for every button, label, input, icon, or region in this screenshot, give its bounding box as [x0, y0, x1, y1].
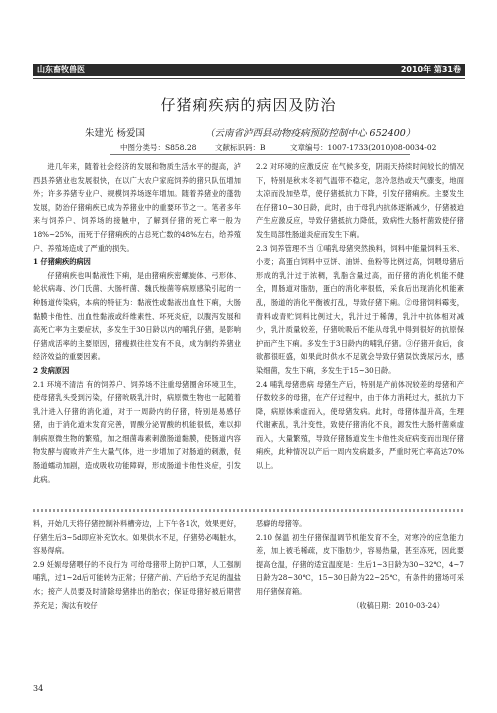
article-title: 仔猪痢疾病的病因及防治: [160, 96, 337, 114]
clc-number: 中图分类号：S858.28: [120, 143, 197, 152]
paragraph: 2 发病原因: [33, 365, 70, 375]
meta-rule: [110, 154, 410, 155]
left-column: [33, 160, 241, 486]
issue-info: 2010年 第31卷: [400, 65, 461, 74]
authors: 朱建光 杨爱国: [85, 128, 146, 139]
page-number: 34: [33, 684, 44, 693]
paragraph: 2.3 饲养管理不当 ①哺乳母猪突然换料，饲料中能量饲料玉米、小麦；高蛋白饲料中豆饼、油饼、鱼粉等比例过高，饲喂母猪后形成的乳汁过于浓稠，乳脂含量过高，而仔猪的消化机能不健全，胃肠道对脂肪，蛋白的消化率很低，采食后出现消化机能紊乱，肠道的消化平衡被打乱，导致仔猪下痢。②母猪饲料霉变，青料或青贮饲料比例过大，乳汁过于稀薄，乳汁中抗体相对减少，乳汁质量较差，仔猪吮吸后不能从母乳中得到很好的抗原保护而产生下痢。多发生于3日龄内的哺乳仔猪。③仔猪开食后，食欲都很旺盛，如果此时供水不足就会导致仔猪误饮粪尿污水，感染细菌，发生下痢，多发生于15~30日龄。: [256, 243, 464, 375]
paragraph: 2.2 对环境的应激反应 在气候多变，阴雨天持续时间较长的情况下，特别是秋末冬初气温带不稳定，忽冷忽热或天气骤变，地面太凉而没加垫草，使仔猪抵抗力下降，引发仔猪痢疾。主要发生在仔猪10~30日龄，此时，由于母乳内抗体逐渐减少，仔猪被迫产生应激反应，导致仔猪抵抗力降低，致病性大肠杆菌致使仔猪发生局部性肠道炎症而发生下痢。: [256, 162, 464, 239]
paragraph: 2.4 哺乳母猪患病 母猪生产后，特别是产前体况较差的母猪和产仔数较多的母猪，在产仔过程中，由于体力消耗过大，抵抗力下降，病原体乘虚而入，使母猪发病。此时，母猪体温升高，生理代谢紊乱，乳汁变性，致使仔猪消化不良，源发性大肠杆菌乘虚而入，大量繁殖，导致仔猪肠道发生卡他性炎症病变而出现仔猪痢疾，此种情况以产后一周内发病最多，严重时死亡率高达70%以上。: [256, 379, 464, 471]
document-code: 文献标识码：B: [215, 143, 266, 152]
affiliation: （云南省泸西县动物疫病预防控制中心 652400）: [205, 128, 416, 139]
paragraph: 1 仔猪痢疾的病因: [33, 257, 91, 267]
paragraph: 恶癖的母猪等。: [256, 519, 307, 528]
journal-name: 山东畜牧兽医: [37, 65, 85, 74]
bottom-right-column: [256, 517, 464, 612]
paragraph: 2.10 保温 初生仔猪保温调节机能发育不全，对寒冷的应急能力差，加上被毛稀疏，皮下脂肪少，容易热量，甚至冻死，因此要提高仓温，仔猪的适宜温度是：生后1~3日龄为30~32℃，4~7日龄为28~30℃，15~30日龄为22~25℃，有条件的猪场可采用仔猪保育箱。: [256, 532, 464, 596]
paragraph: （收稿日期：2010-03-24）: [352, 600, 444, 610]
paragraph: 料，开始几天将仔猪控制补料槽旁边，上下午各1次，效果更好，仔猪生后3~5d即应补充饮水。如果供水不足，仔猪势必喝脏水，容易得病。: [33, 519, 241, 556]
section-divider: [33, 509, 465, 512]
bottom-left-column: [33, 517, 241, 612]
paragraph: 2.1 环境不清洁 有的饲养户、饲养场不注重母猪圈舍环境卫生，使母猪乳头受到污染，仔猪吮吸乳汁时，病原微生物也一起随着乳汁进入仔猪的消化道，对于一周龄内的仔猪，特别是易感仔猪，由于消化道未发育完善，胃酸分泌胃酸的机能很低，难以抑制病原微生物的繁殖，加之细菌毒素刺激肠道黏膜，使肠道内容物发酵与腐败并产生大量气体，进一步增加了对肠道的刺激，促肠道蠕动加剧，造成吸收功能障碍，形成肠道卡他性炎症，引发此病。: [33, 379, 241, 484]
right-column: [256, 160, 464, 473]
paragraph: 仔猪痢疾也叫黏液性下痢，是由猪痢疾密螺旋体、弓形体、轮状病毒、沙门氏菌、大肠杆菌、魏氏梭菌等病原感染引起的一种肠道传染病，本病的特征为：黏液性或黏液出血性下痢，大肠黏膜卡他性、出血性黏液或纤维素性、坏死炎症，以腹泻发展和高死亡率为主要症状，多发生于30日龄以内的哺乳仔猪，是影响仔猪成活率的主要原因，猪瘦损往往发有不良，成为制约养猪业经济效益的重要因素。: [33, 270, 241, 362]
paragraph: 进几年来，随着社会经济的发展和物质生活水平的提高，泸西县养猪业也发展很快，在以广大农户家庭饲养的猪只队伍增加外；许多养猪专业户、规模饲养场逐年增加。随着养猪业的蓬勃发展，防治仔猪痢疾已成为养猪业中的重要环节之一。笔者多年来与饲养户、饲养场的接触中，了解到仔猪的死亡率一般为18%~25%，而死于仔猪痢疾的占总死亡数的48%左右，给养殖户、养殖场造成了严重的损失。: [33, 162, 241, 253]
article-number: 文章编号：1007-1733(2010)08-0034-02: [290, 143, 437, 152]
header-rule: [33, 78, 465, 79]
paragraph: 2.9 妊娠母猪喂仔的不良行为 可给母猪带上防护口罩，人工强制哺乳，过1~2d后可能转为正常；仔猪产前、产后给予充足的温盐水；接产人员要及时清除母猪排出的胎衣；保证母猪好被后期营养充足；淘汰有咬仔: [33, 559, 241, 610]
running-header: [33, 64, 465, 76]
